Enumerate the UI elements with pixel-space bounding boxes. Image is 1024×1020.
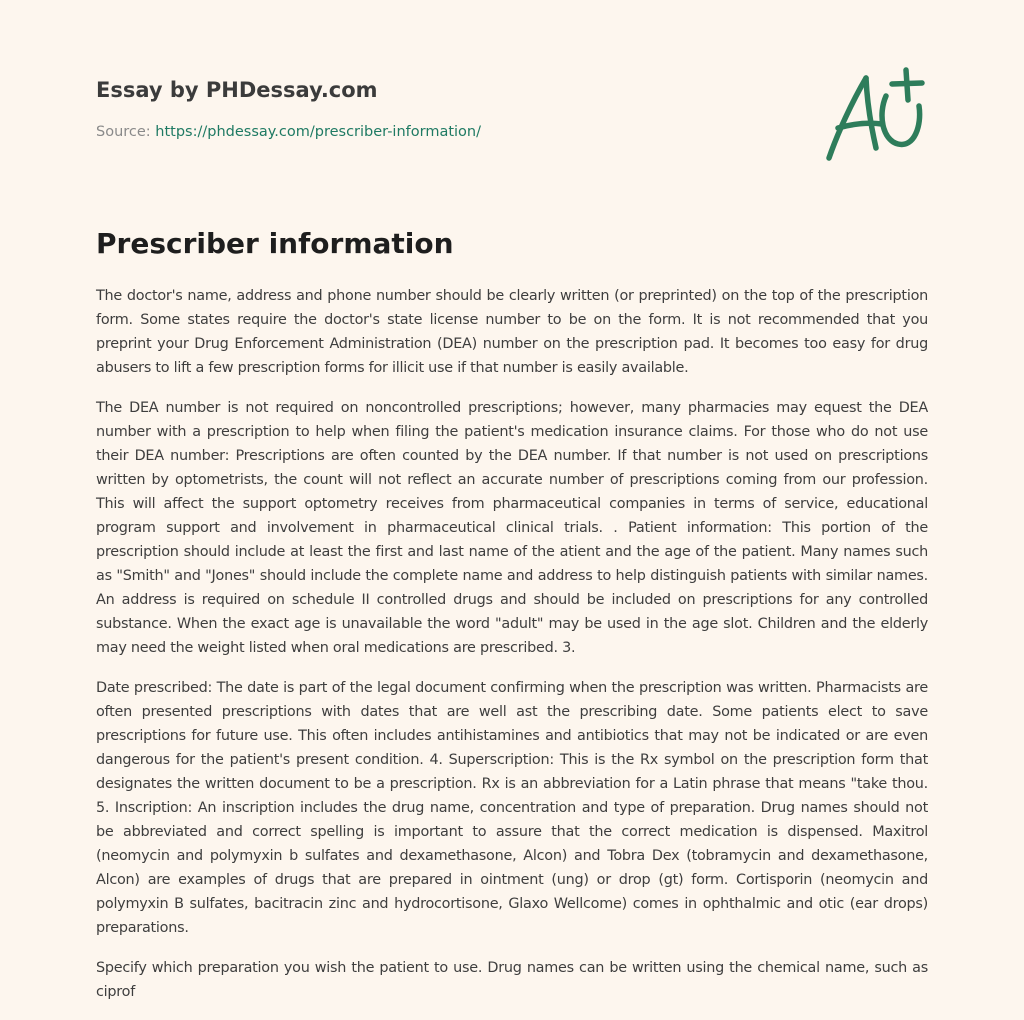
essay-paragraph: The DEA number is not required on noncontrolled prescriptions; however, many pharmacies may equest the DEA number with a prescription to help when filing the patient's medication insurance claims. For those who do not use their DEA number: Prescriptions are often counted by the DEA number. If that number is not used on prescriptions written by optometrists, the count will not reflect an accurate number of prescriptions coming from our profession. This will affect the support optometry receives from pharmaceutical companies in terms of service, educational program support and involvement in pharmaceutical clinical trials. . Patient information: This portion of the prescription should include at least the first and last name of the atient and the age of the patient. Many names such as "Smith" and "Jones" should include the complete name and address to help distinguish patients with similar names. An address is required on schedule II controlled drugs and should be included on prescriptions for any controlled substance. When the exact age is unavailable the word "adult" may be used in the age slot. Children and the elderly may need the weight listed when oral medications are prescribed. 3. (96, 400, 928, 656)
a-plus-grade-icon (822, 66, 930, 166)
source-link[interactable]: https://phdessay.com/prescriber-information/ (155, 124, 482, 140)
essay-body (96, 284, 928, 1020)
essay-paragraph: Specify which preparation you wish the patient to use. Drug names can be written using the chemical name, such as ciprof (96, 960, 928, 1000)
source-label: Source: (96, 124, 156, 140)
site-title: Essay by PHDessay.com (96, 78, 378, 102)
source-line (96, 122, 796, 142)
essay-header (96, 76, 796, 142)
essay-paragraph: Date prescribed: The date is part of the legal document confirming when the prescription was written. Pharmacists are often presented prescriptions with dates that are well ast the prescribing date. Some patients elect to save prescriptions for future use. This often includes antihistamines and antibiotics that may not be indicated or are even dangerous for the patient's present condition. 4. Superscription: This is the Rx symbol on the prescription form that designates the written document to be a prescription. Rx is an abbreviation for a Latin phrase that means "take thou. 5. Inscription: An inscription includes the drug name, concentration and type of preparation. Drug names should not be abbreviated and correct spelling is important to assure that the correct medication is dispensed. Maxitrol (neomycin and polymyxin b sulfates and dexamethasone, Alcon) and Tobra Dex (tobramycin and dexamethasone, Alcon) are examples of drugs that are prepared in ointment (ung) or drop (gt) form. Cortisporin (neomycin and polymyxin B sulfates, bacitracin zinc and hydrocortisone, Glaxo Wellcome) comes in ophthalmic and otic (ear drops) preparations. (96, 680, 928, 936)
essay-title: Prescriber information (96, 227, 454, 260)
essay-paragraph: The doctor's name, address and phone number should be clearly written (or preprinted) on the top of the prescription form. Some states require the doctor's state license number to be on the form. It is not recommended that you preprint your Drug Enforcement Administration (DEA) number on the prescription pad. It becomes too easy for drug abusers to lift a few prescription forms for illicit use if that number is easily available. (96, 288, 928, 376)
a-plus-logo-svg (822, 66, 930, 166)
